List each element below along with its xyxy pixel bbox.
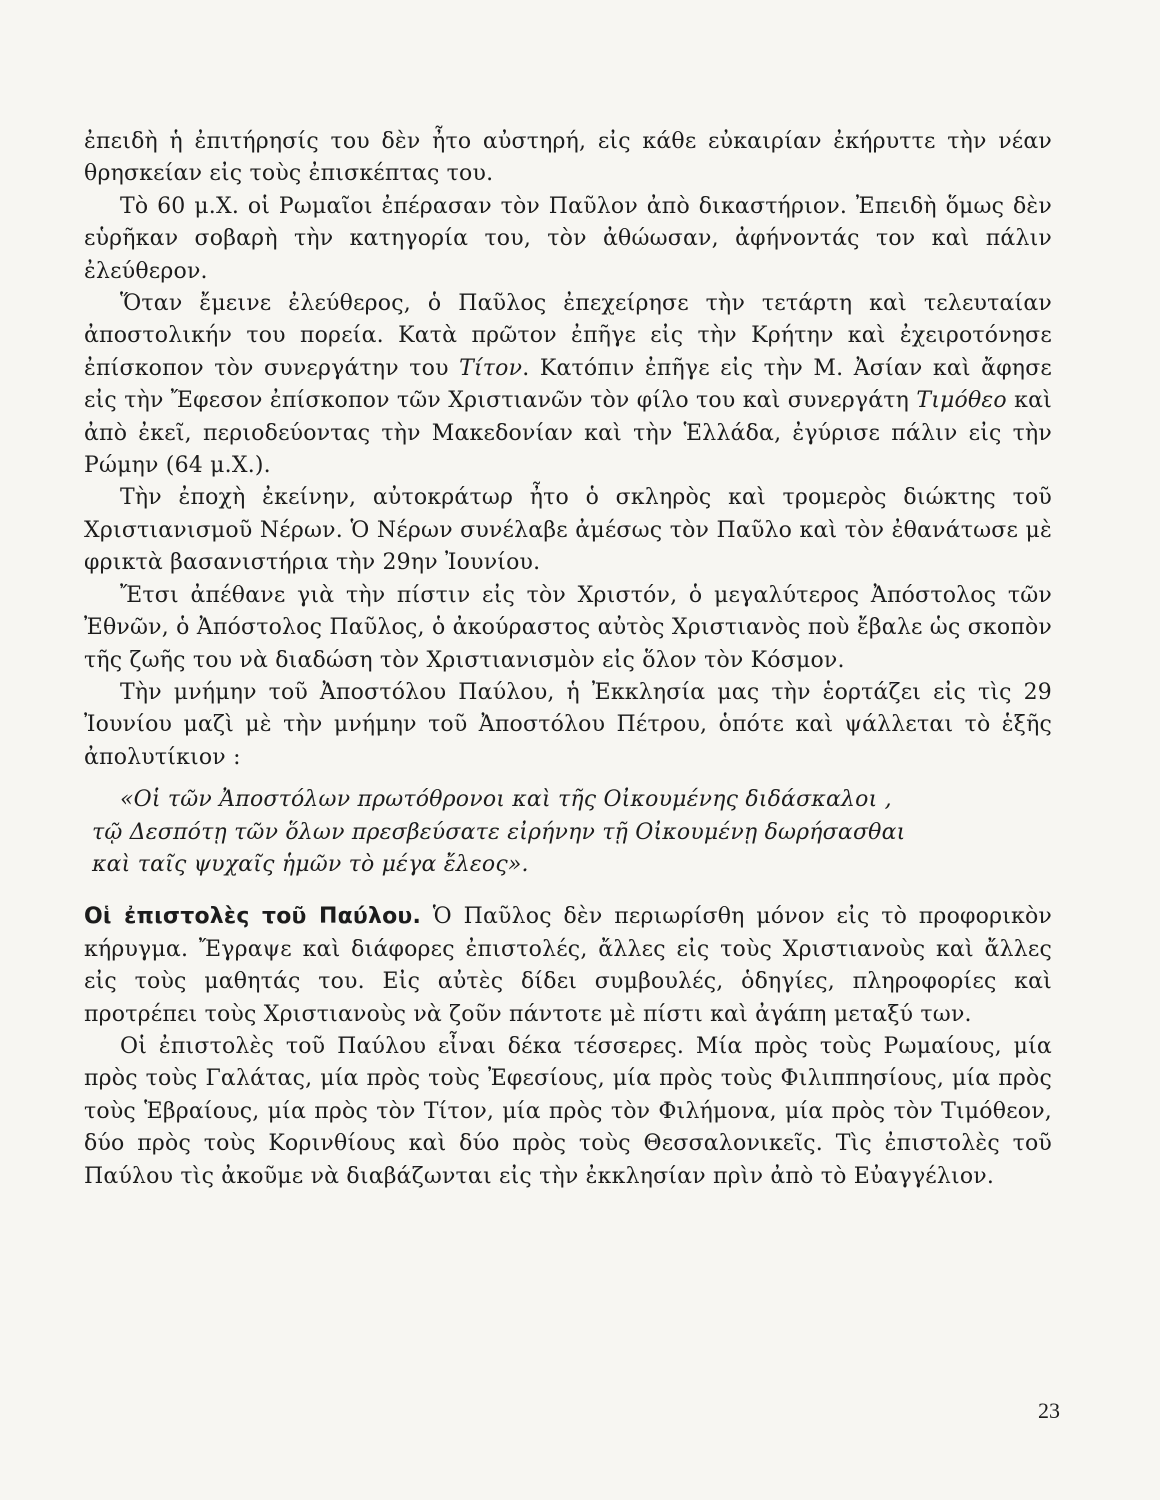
paragraph-2: Τὸ 60 μ.Χ. οἱ Ρωμαῖοι ἐπέρασαν τὸν Παῦλον ἀπὸ δικαστήριον. Ἐπειδὴ ὅμως δὲν εὑρῆκαν σοβαρὴ τὴν κατηγορία του, τὸν ἀθώωσαν, ἀφήνοντάς τον καὶ πάλιν ἐλεύθερον. xyxy=(84,193,1052,284)
paragraph-3-part-b: . Κατόπιν ἐπῆγε εἰς τὴν Μ. Ἀσίαν καὶ ἄφησε εἰς τὴν Ἔφεσον ἐπίσκοπον τῶν Χριστιανῶν τὸν φίλο του καὶ συνεργάτη xyxy=(84,355,1053,414)
hymn-line-1: «Οἱ τῶν Ἀποστόλων πρωτόθρονοι καὶ τῆς Οἰκουμένης διδάσκαλοι , xyxy=(120,787,892,813)
section-heading: Οἱ ἐπιστολὲς τοῦ Παύλου. xyxy=(84,904,422,930)
spacer xyxy=(84,774,1052,784)
name-titos: Τίτον xyxy=(459,355,523,381)
hymn-line-3: καὶ ταῖς ψυχαῖς ἡμῶν τὸ μέγα ἔλεος». xyxy=(92,851,529,877)
paragraph-8: Οἱ ἐπιστολὲς τοῦ Παύλου εἶναι δέκα τέσσερες. Μία πρὸς τοὺς Ρωμαίους, μία πρὸς τοὺς Γαλάτας, μία πρὸς τοὺς Ἐφεσίους, μία πρὸς τοὺς Φιλιππησίους, μία πρὸς τοὺς Ἑβραίους, μία πρὸς τὸν Τίτον, μία πρὸς τὸν Φιλήμονα, μία πρὸς τὸν Τιμόθεον, δύο πρὸς τοὺς Κορινθίους καὶ δύο πρὸς τοὺς Θεσσαλονικεῖς. Τὶς ἐπιστολὲς τοῦ Παύλου τὶς ἀκοῦμε νὰ διαβάζωνται εἰς τὴν ἐκκλησίαν πρὶν ἀπὸ τὸ Εὐαγγέλιον. xyxy=(84,1033,1052,1189)
spacer xyxy=(84,891,1052,901)
page-number: 23 xyxy=(1038,1398,1060,1423)
paragraph-1: ἐπειδὴ ἡ ἐπιτήρησίς του δὲν ἦτο αὐστηρή, εἰς κάθε εὐκαιρίαν ἐκήρυττε τὴν νέαν θρησκείαν εἰς τοὺς ἐπισκέπτας του. xyxy=(84,129,1052,187)
paragraph-3-part-c: καὶ ἀπὸ ἐκεῖ, περιοδεύοντας τὴν Μακεδονίαν καὶ τὴν Ἑλλάδα, ἐγύρισε πάλιν εἰς τὴν Ρώμην (64 μ.Χ.). xyxy=(84,388,1052,479)
paragraph-4: Τὴν ἐποχὴ ἐκείνην, αὐτοκράτωρ ἦτο ὁ σκληρὸς καὶ τρομερὸς διώκτης τοῦ Χριστιανισμοῦ Νέρων. Ὁ Νέρων συνέλαβε ἀμέσως τὸν Παῦλο καὶ τὸν ἐθανάτωσε μὲ φρικτὰ βασανιστήρια τὴν 29ην Ἰουνίου. xyxy=(84,485,1052,576)
spacer xyxy=(84,881,1052,891)
paragraph-7 xyxy=(84,901,1052,1031)
apolytikion-hymn xyxy=(84,784,1052,881)
hymn-line-2: τῷ Δεσπότῃ τῶν ὅλων πρεσβεύσατε εἰρήνην τῇ Οἰκουμένῃ δωρήσασθαι xyxy=(92,819,906,845)
body-text xyxy=(84,126,1052,1193)
paragraph-3-part-a: Ὅταν ἔμεινε ἐλεύθερος, ὁ Παῦλος ἐπεχείρησε τὴν τετάρτη καὶ τελευταίαν ἀποστολικήν του πορεία. Κατὰ πρῶτον ἐπῆγε εἰς τὴν Κρήτην καὶ ἐχειροτόνησε ἐπίσκοπον τὸν συνεργάτην του xyxy=(84,291,1052,381)
paragraph-3 xyxy=(84,288,1052,482)
paragraph-6: Τὴν μνήμην τοῦ Ἀποστόλου Παύλου, ἡ Ἐκκλησία μας τὴν ἑορτάζει εἰς τὶς 29 Ἰουνίου μαζὶ μὲ τὴν μνήμην τοῦ Ἀποστόλου Πέτρου, ὁπότε καὶ ψάλλεται τὸ ἑξῆς ἀπολυτίκιον : xyxy=(84,679,1052,770)
name-timotheo: Τιμόθεο xyxy=(916,388,1007,414)
paragraph-5: Ἔτσι ἀπέθανε γιὰ τὴν πίστιν εἰς τὸν Χριστόν, ὁ μεγαλύτερος Ἀπόστολος τῶν Ἐθνῶν, ὁ Ἀπόστολος Παῦλος, ὁ ἀκούραστος αὐτὸς Χριστιανὸς ποὺ ἔβαλε ὡς σκοπὸν τῆς ζωῆς του νὰ διαδώση τὸν Χριστιανισμὸν εἰς ὅλον τὸν Κόσμον. xyxy=(84,582,1052,673)
paragraph-7-body: Ὁ Παῦλος δὲν περιωρίσθη μόνον εἰς τὸ προφορικὸν κήρυγμα. Ἔγραψε καὶ διάφορες ἐπιστολές, ἄλλες εἰς τοὺς Χριστιανοὺς καὶ ἄλλες εἰς τοὺς μαθητάς του. Εἰς αὐτὲς δίδει συμβουλές, ὁδηγίες, πληροφορίες καὶ προτρέπει τοὺς Χριστιανοὺς νὰ ζοῦν πάντοτε μὲ πίστι καὶ ἀγάπη μεταξύ των. xyxy=(84,904,1052,1027)
